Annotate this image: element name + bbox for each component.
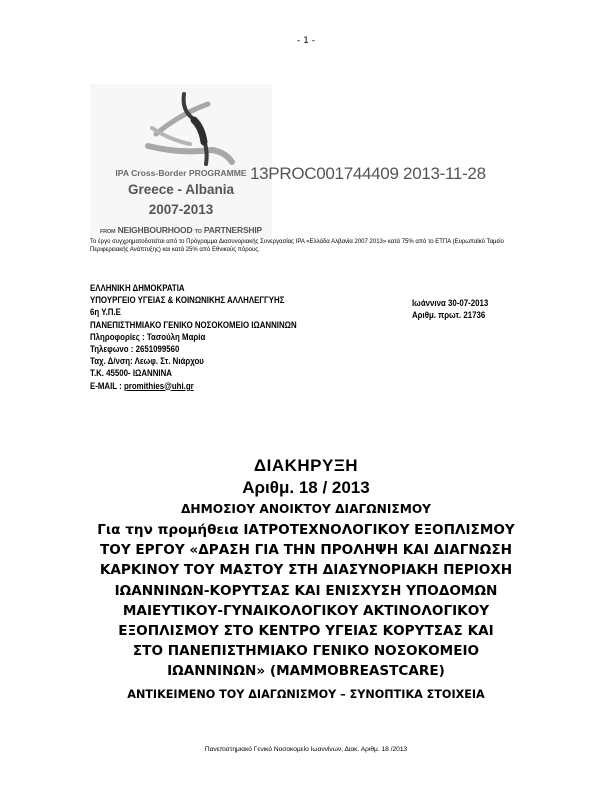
tender-type: ΔΗΜΟΣΙΟΥ ΑΝΟΙΚΤΟΥ ΔΙΑΓΩΝΙΣΜΟΥ — [180, 502, 432, 516]
page-number: - 1 - — [297, 36, 315, 46]
email-label: E-MAIL : — [90, 380, 124, 392]
subject-heading: ΑΝΤΙΚΕΙΜΕΝΟ ΤΟΥ ΔΙΑΓΩΝΙΣΜΟΥ – ΣΥΝΟΠΤΙΚΑ ΣΤΟΙΧΕΙΑ — [127, 688, 485, 701]
sender-address: Ταχ. Δ/νση: Λεωφ. Στ. Νιάρχου — [90, 356, 204, 368]
description-line: ΜΑΙΕΥΤΙΚΟΥ-ΓΥΝΑΙΚΟΛΟΓΙΚΟΥ ΑΚΤΙΝΟΛΟΓΙΚΟΥ — [122, 602, 490, 619]
sender-phone: Τηλεφωνο : 2651099560 — [90, 344, 180, 356]
tender-description — [0, 520, 612, 682]
sender-republic: ΕΛΛΗΝΙΚΗ ΔΗΜΟΚΡΑΤΙΑ — [90, 283, 185, 294]
sender-block — [90, 283, 297, 393]
sender-hospital: ΠΑΝΕΠΙΣΤΗΜΙΑΚΟ ΓΕΝΙΚΟ ΝΟΣΟΚΟΜΕΙΟ ΙΩΑΝΝΙΝΩΝ — [90, 319, 297, 331]
cofunding-note: Το έργο συγχρηματοδοτείται από το Πρόγραμμα Διασυνοριακής Συνεργασίας IPA «Ελλάδα Αλβανία 2007 2013» κατά 75% από το ΕΤΠΑ (Ευρωπαϊκό Ταμείο Περιφερειακής Ανάπτυξης) και κατά 25% από Εθνικούς πόρους. — [90, 239, 504, 253]
description-line: Για την προμήθεια ΙΑΤΡΟΤΕΧΝΟΛΟΓΙΚΟΥ ΕΞΟΠΛΙΣΜΟΥ — [97, 522, 515, 538]
logo-slogan — [90, 225, 272, 235]
email-link[interactable]: promithies@uhi.gr — [123, 380, 194, 392]
description-line: ΤΟΥ ΕΡΓΟΥ «ΔΡΑΣΗ ΓΙΑ ΤΗΝ ΠΡΟΛΗΨΗ ΚΑΙ ΔΙΑΓΝΩΣΗ — [99, 542, 512, 559]
document-date: Ιωάννινα 30-07-2013 — [412, 298, 489, 309]
description-line: ΙΩΑΝΝΙΝΩΝ» (MAMMOBREASTCARE) — [167, 663, 445, 680]
sender-ministry: ΥΠΟΥΡΓΕΙΟ ΥΓΕΙΑΣ & ΚΟΙΝΩΝΙΚΗΣ ΑΛΛΗΛΕΓΓΥΗΣ — [90, 295, 285, 307]
sender-email-row — [90, 381, 297, 393]
description-line: ΕΞΟΠΛΙΣΜΟΥ ΣΤΟ ΚΕΝΤΡΟ ΥΓΕΙΑΣ ΚΟΡΥΤΣΑΣ ΚΑΙ — [118, 623, 494, 640]
ipa-programme-logo — [90, 84, 272, 238]
sender-region: 6η Υ.Π.Ε — [90, 307, 121, 319]
logo-programme-text: IPA Cross-Border PROGRAMME — [115, 168, 247, 178]
sender-postal: Τ.Κ. 45500- ΙΩΑΝΝΙΝΑ — [90, 368, 172, 380]
logo-countries-text: Greece - Albania — [127, 182, 235, 197]
registry-stamp: 13PROC001744409 2013-11-28 — [250, 164, 486, 183]
description-line: ΚΑΡΚΙΝΟΥ ΤΟΥ ΜΑΣΤΟΥ ΣΤΗ ΔΙΑΣΥΝΟΡΙΑΚΗ ΠΕΡΙΟΧΗ — [99, 562, 513, 579]
page-footer: Πανεπιστημιακό Γενικό Νοσοκομείο Ιωαννίνων, Διακ. Αριθμ. 18 /2013 — [204, 746, 408, 753]
logo-slogan-from: FROM — [99, 229, 116, 235]
date-block — [412, 298, 488, 322]
sender-info: Πληροφορίες : Τασούλη Μαρία — [90, 331, 206, 343]
logo-emblem-icon — [90, 84, 272, 168]
logo-slogan-neighbourhood: NEIGHBOURHOOD — [117, 225, 193, 235]
description-line: ΙΩΑΝΝΙΝΩΝ-ΚΟΡΥΤΣΑΣ ΚΑΙ ΕΝΙΣΧΥΣΗ ΥΠΟΔΟΜΩΝ — [114, 582, 498, 599]
logo-slogan-partnership: PARTNERSHIP — [203, 225, 262, 235]
document-title: ΔΙΑΚΗΡΥΞΗ — [253, 456, 359, 475]
logo-years-text: 2007-2013 — [148, 202, 214, 217]
document-number: Αριθμ. 18 / 2013 — [242, 478, 370, 497]
description-line: ΣΤΟ ΠΑΝΕΠΙΣΤΗΜΙΑΚΟ ΓΕΝΙΚΟ ΝΟΣΟΚΟΜΕΙΟ — [132, 643, 480, 660]
protocol-number: Αριθμ. πρωτ. 21736 — [412, 310, 486, 322]
logo-slogan-to: TO — [194, 229, 202, 235]
